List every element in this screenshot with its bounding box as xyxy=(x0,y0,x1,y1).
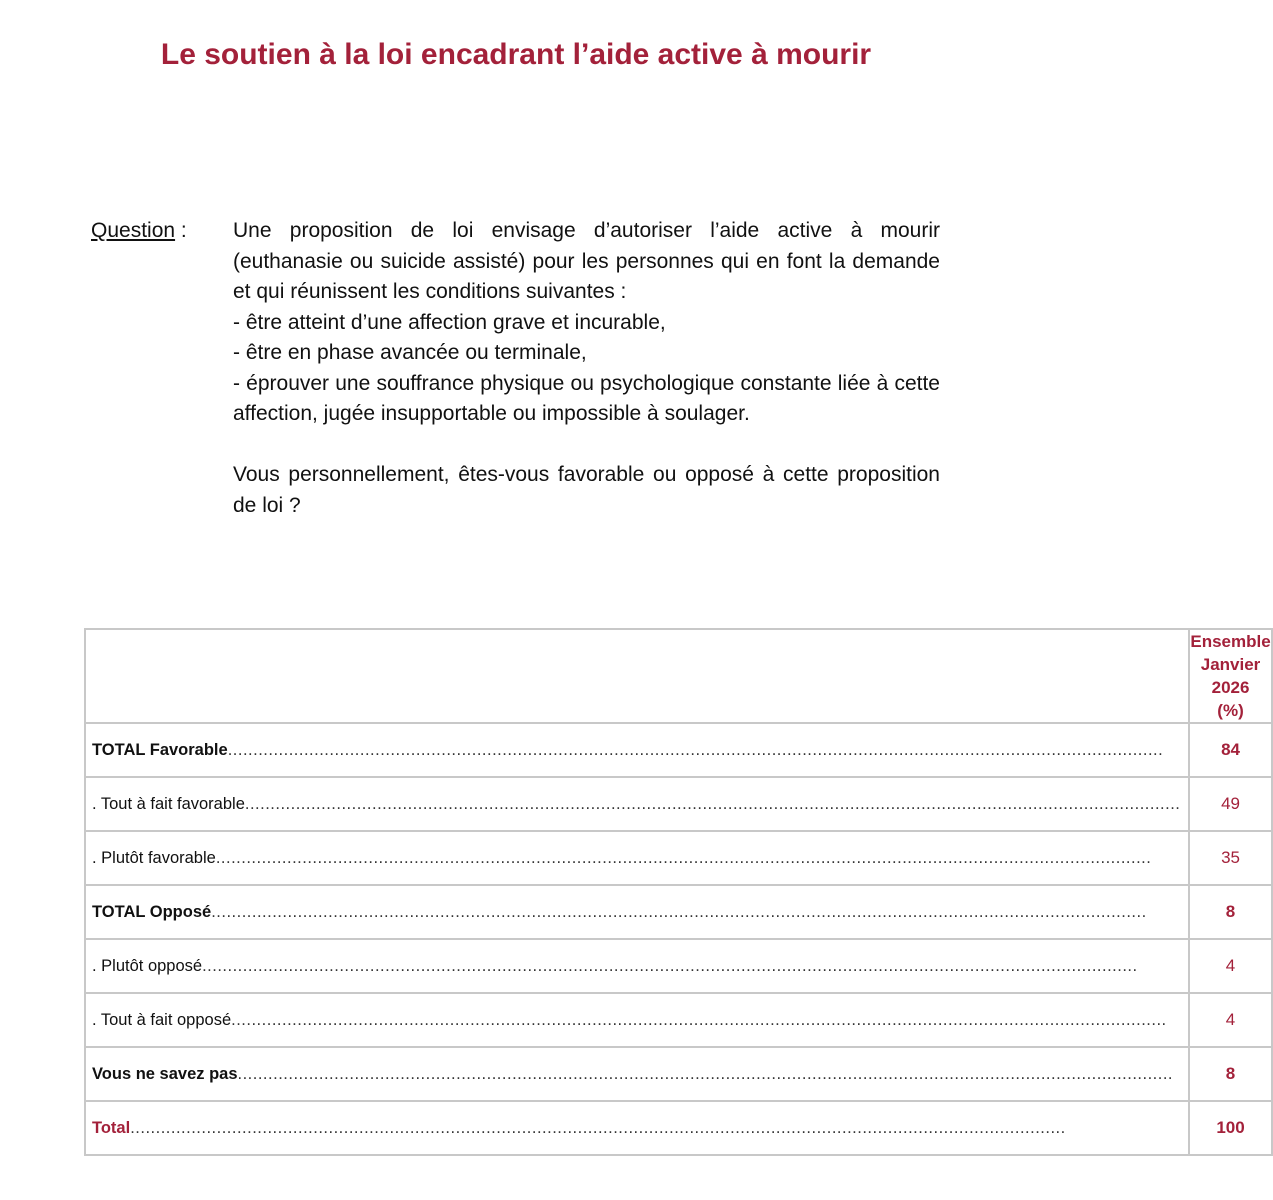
row-value: 8 xyxy=(1189,885,1271,939)
question-condition-3: - éprouver une souffrance physique ou psychologique constante liée à cette affection, jugée insupportable ou impossible à soulager. xyxy=(233,371,940,425)
table-row xyxy=(85,723,1272,777)
row-label: Vous ne savez pas xyxy=(92,1064,238,1083)
table-header-empty-cell xyxy=(85,629,1189,723)
question-condition-1: - être atteint d’une affection grave et incurable, xyxy=(233,310,666,334)
question-label xyxy=(91,216,187,247)
row-label-cell xyxy=(85,777,1189,831)
row-label-cell xyxy=(85,1101,1189,1155)
question-label-suffix: : xyxy=(175,219,187,242)
results-table xyxy=(84,628,1273,1156)
row-label-cell xyxy=(85,723,1189,777)
question-paragraph-2: Vous personnellement, êtes-vous favorable ou opposé à cette proposition de loi ? xyxy=(233,463,940,517)
row-label: Total xyxy=(92,1118,131,1137)
row-label-cell xyxy=(85,831,1189,885)
paragraph-gap xyxy=(233,430,940,461)
dot-leader xyxy=(211,903,1180,922)
row-value: 49 xyxy=(1189,777,1271,831)
page-title: Le soutien à la loi encadrant l’aide active à mourir xyxy=(160,38,872,71)
dot-leader xyxy=(202,957,1180,976)
row-label-cell xyxy=(85,1047,1189,1101)
table-header-cell xyxy=(1189,629,1271,723)
table-row xyxy=(85,831,1272,885)
row-value: 35 xyxy=(1189,831,1271,885)
table-row xyxy=(85,777,1272,831)
dot-leader xyxy=(245,795,1181,814)
header-line-1: Ensemble xyxy=(1190,632,1271,651)
row-label: . Plutôt favorable xyxy=(92,848,216,867)
row-label: TOTAL Favorable xyxy=(92,740,228,759)
row-label: TOTAL Opposé xyxy=(92,902,212,921)
question-condition-2: - être en phase avancée ou terminale, xyxy=(233,341,587,364)
row-label-cell xyxy=(85,885,1189,939)
row-value: 8 xyxy=(1189,1047,1271,1101)
table-row xyxy=(85,1101,1272,1155)
row-label: . Tout à fait favorable xyxy=(92,794,245,813)
table-row xyxy=(85,939,1272,993)
row-value: 4 xyxy=(1189,993,1271,1047)
dot-leader xyxy=(130,1119,1180,1138)
row-label: . Tout à fait opposé xyxy=(92,1010,232,1029)
header-line-3: (%) xyxy=(1217,701,1244,720)
dot-leader xyxy=(228,741,1181,760)
row-value: 84 xyxy=(1189,723,1271,777)
row-label: . Plutôt opposé xyxy=(92,956,203,975)
table-row xyxy=(85,1047,1272,1101)
table-row xyxy=(85,885,1272,939)
dot-leader xyxy=(216,849,1181,868)
question-paragraph-1: Une proposition de loi envisage d’autoriser l’aide active à mourir (euthanasie ou suicide assisté) pour les personnes qui en font la demande et qui réunissent les conditions suivantes : xyxy=(233,219,940,303)
row-label-cell xyxy=(85,939,1189,993)
dot-leader xyxy=(231,1011,1180,1030)
dot-leader xyxy=(238,1065,1181,1084)
question-label-text: Question xyxy=(91,219,176,242)
row-value: 100 xyxy=(1189,1101,1271,1155)
table-header-row xyxy=(85,629,1272,723)
row-label-cell xyxy=(85,993,1189,1047)
header-line-2: Janvier 2026 xyxy=(1200,655,1261,697)
row-value: 4 xyxy=(1189,939,1271,993)
question-text xyxy=(233,216,940,521)
table-row xyxy=(85,993,1272,1047)
